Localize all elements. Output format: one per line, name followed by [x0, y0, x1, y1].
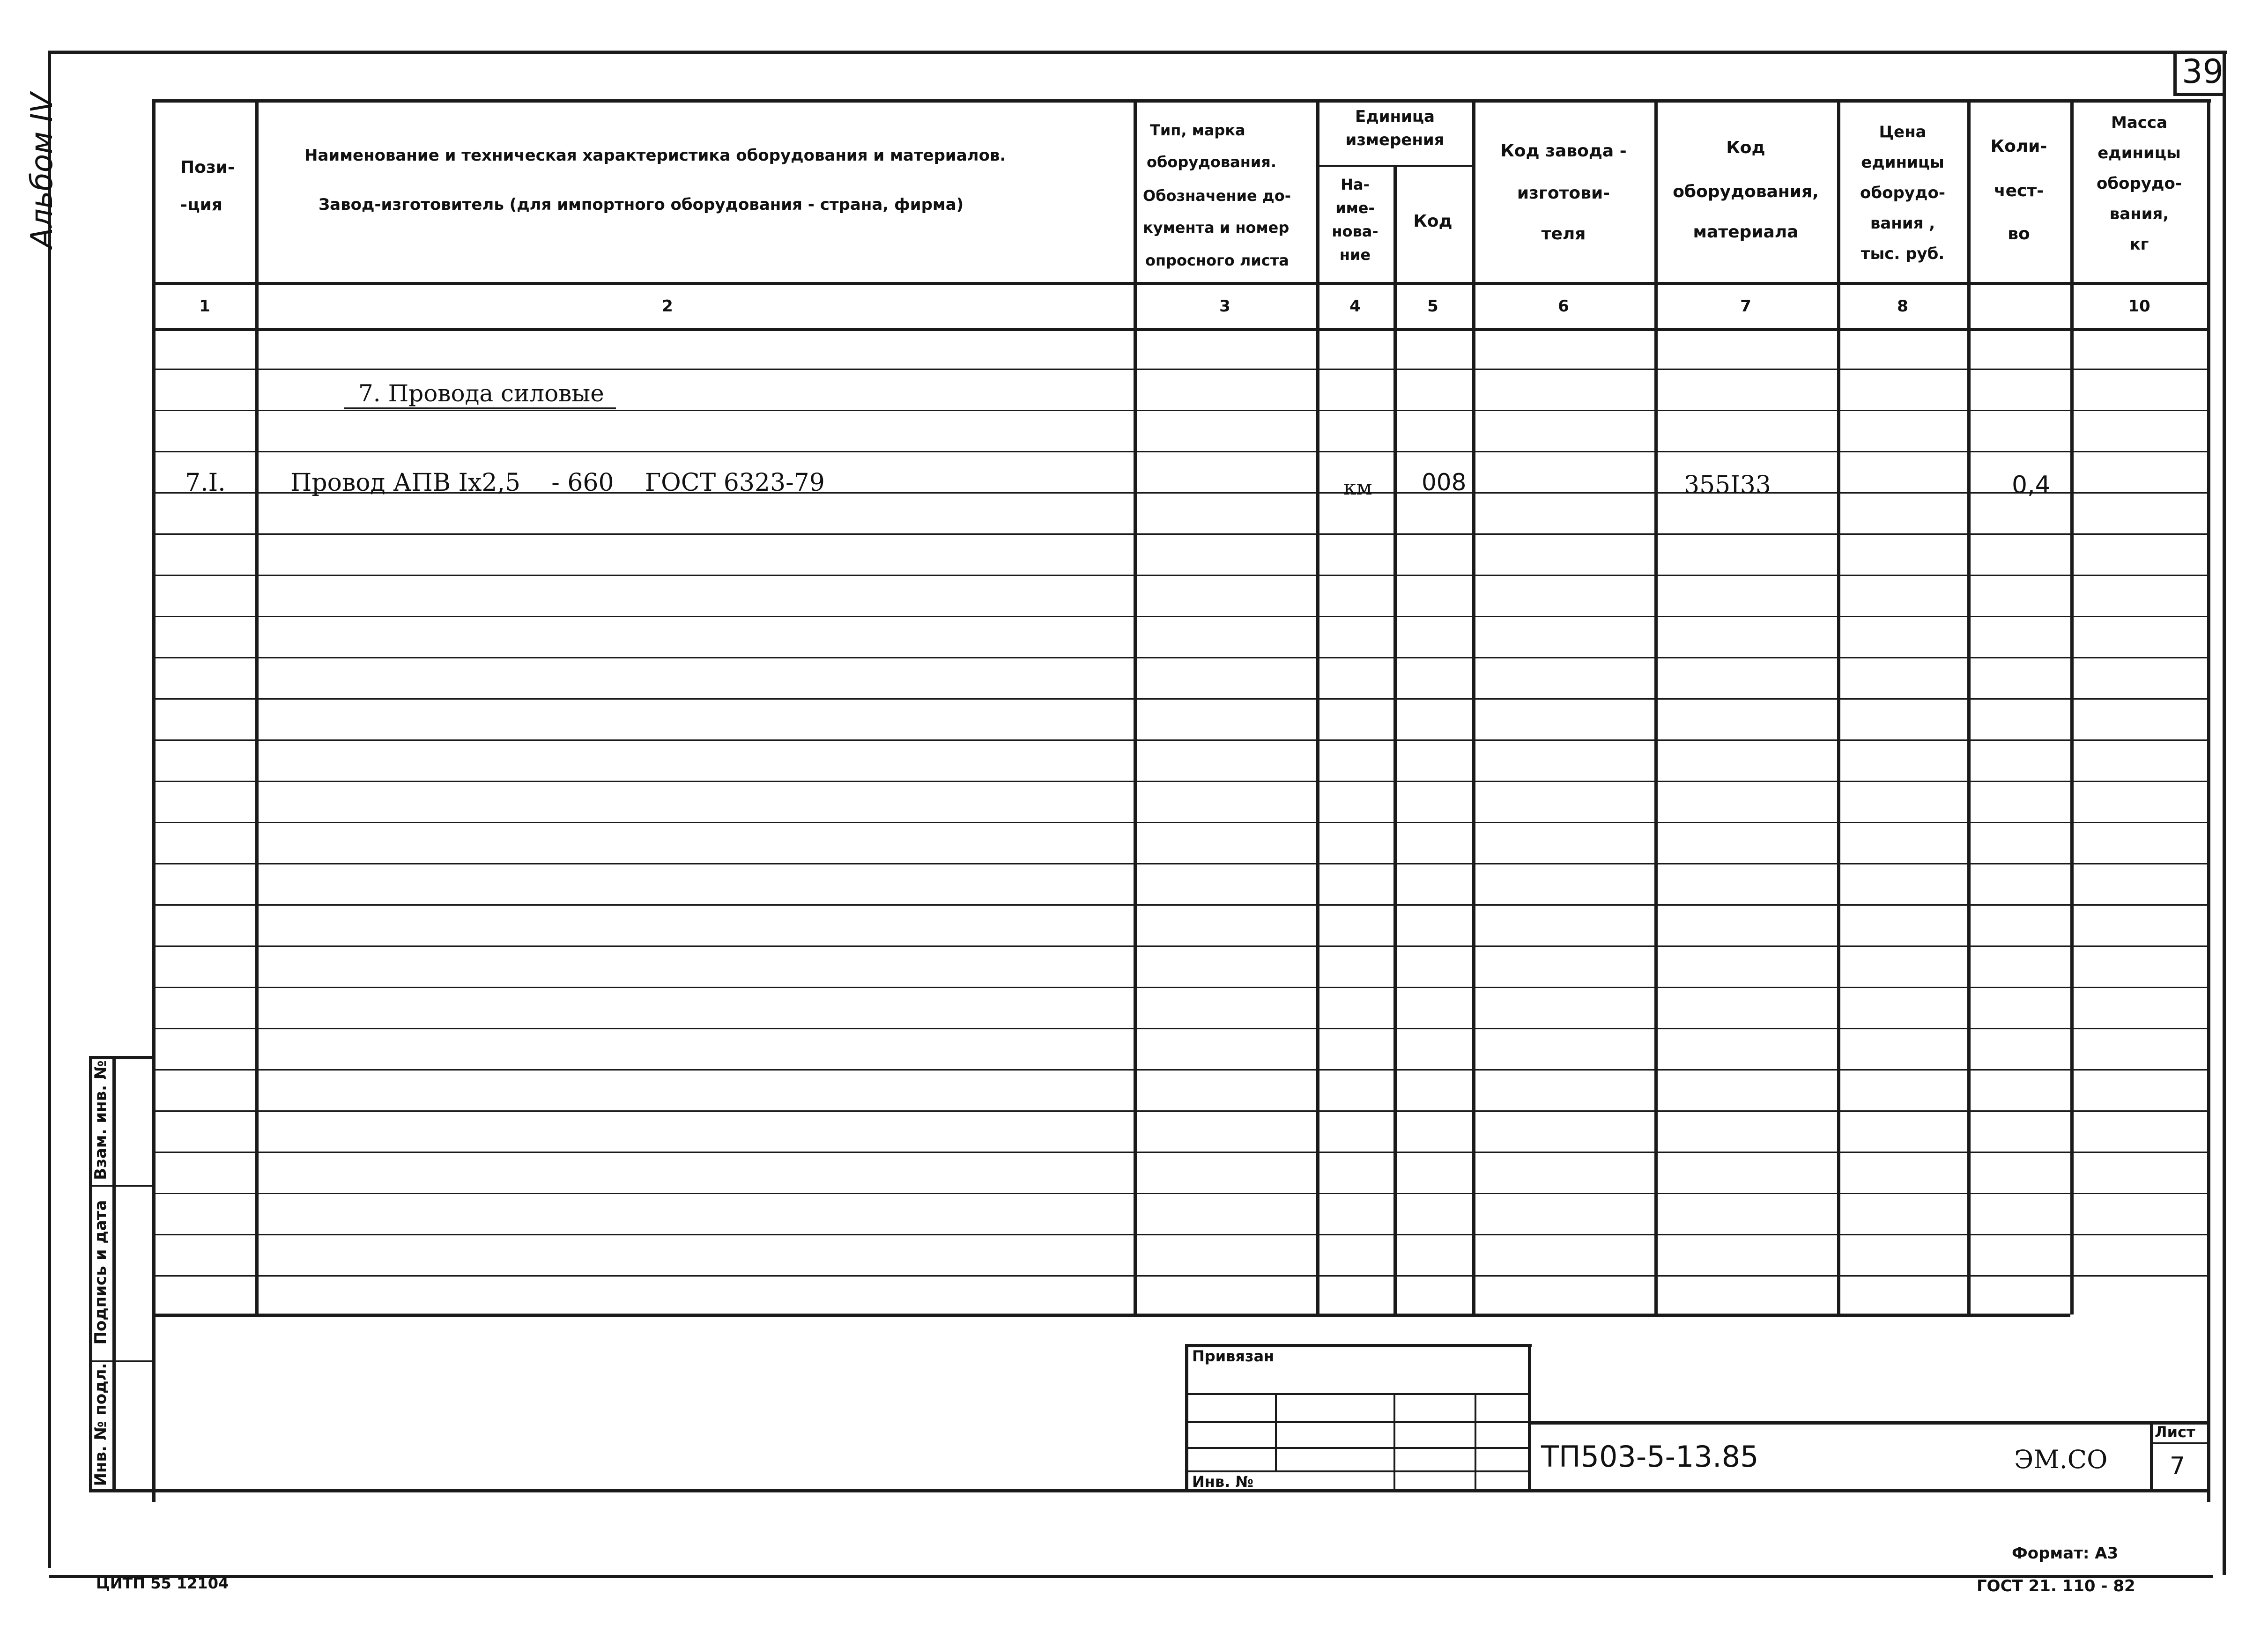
section-title-underline — [344, 407, 616, 409]
stamp-privyazan: Привязан — [1192, 1347, 1275, 1365]
unit-subheader-line — [1317, 165, 1473, 167]
col-line-8 — [1967, 99, 1971, 1314]
header-col2-line1: Наименование и техническая характеристика оборудования и материалов. — [304, 146, 1006, 165]
stamp-doc-code: ТП503-5-13.85 — [1541, 1440, 1759, 1474]
page-number-box-left — [2173, 51, 2177, 94]
col-line-7 — [1837, 99, 1840, 1314]
section-title: 7. Провода силовые — [358, 380, 604, 407]
col-line-6 — [1654, 99, 1658, 1314]
row-unit-name: км — [1343, 476, 1372, 500]
footer-gost: ГОСТ 21. 110 - 82 — [1977, 1577, 2135, 1595]
stamp-sheet-number: 7 — [2170, 1452, 2186, 1480]
col-line-1 — [255, 99, 259, 1314]
header-col1-l2: -ция — [180, 195, 222, 214]
side-stamp-signature: Подпись и дата — [91, 1200, 110, 1345]
frame-right-line — [2223, 51, 2226, 1575]
row-quantity: 0,4 — [2012, 471, 2051, 499]
header-col5: Код — [1413, 212, 1453, 231]
header-col2-line2: Завод-изготовитель (для импортного оборудования - страна, фирма) — [319, 195, 964, 214]
page-number-box-bottom — [2173, 93, 2224, 96]
footer-format: Формат: А3 — [2012, 1544, 2119, 1563]
col-line-3 — [1316, 99, 1319, 1314]
side-stamp-bottom — [89, 1489, 155, 1492]
frame-bottom-line — [49, 1575, 2213, 1578]
body-bottom — [155, 1314, 2070, 1317]
footer-left-code: ЦИТП 55 12104 — [96, 1574, 229, 1592]
table-left — [152, 99, 156, 1502]
colnum-bottom — [155, 328, 2209, 331]
bottom-area-end — [155, 1489, 2210, 1492]
side-stamp-inv-podl: Инв. № подл. — [91, 1363, 110, 1486]
frame-top-line — [49, 51, 2227, 54]
table-right — [2207, 99, 2210, 1502]
album-label: Альбом IV — [25, 92, 59, 248]
row-equipment-code: 355I33 — [1684, 471, 1771, 499]
header-col1-l1: Пози- — [180, 158, 235, 177]
page-number: 39 — [2182, 52, 2224, 91]
col-line-5 — [1472, 99, 1475, 1314]
stamp-inv-no: Инв. № — [1192, 1473, 1253, 1491]
side-stamp-vzam: Взам. инв. № — [91, 1060, 110, 1180]
side-stamp-mid — [112, 1056, 116, 1489]
col-line-2 — [1134, 99, 1137, 1314]
stamp-sheet-label: Лист — [2155, 1423, 2195, 1441]
table-top — [155, 99, 2211, 103]
row-unit-code: 008 — [1422, 469, 1467, 496]
col-line-9 — [2070, 99, 2074, 1314]
header-bottom — [155, 282, 2209, 285]
frame-left-line — [48, 51, 51, 1568]
stamp-mark: ЭМ.СО — [2014, 1445, 2108, 1474]
row-name: Провод АПВ Iх2,5 - 660 ГОСТ 6323-79 — [290, 469, 825, 497]
row-position: 7.I. — [185, 469, 226, 497]
